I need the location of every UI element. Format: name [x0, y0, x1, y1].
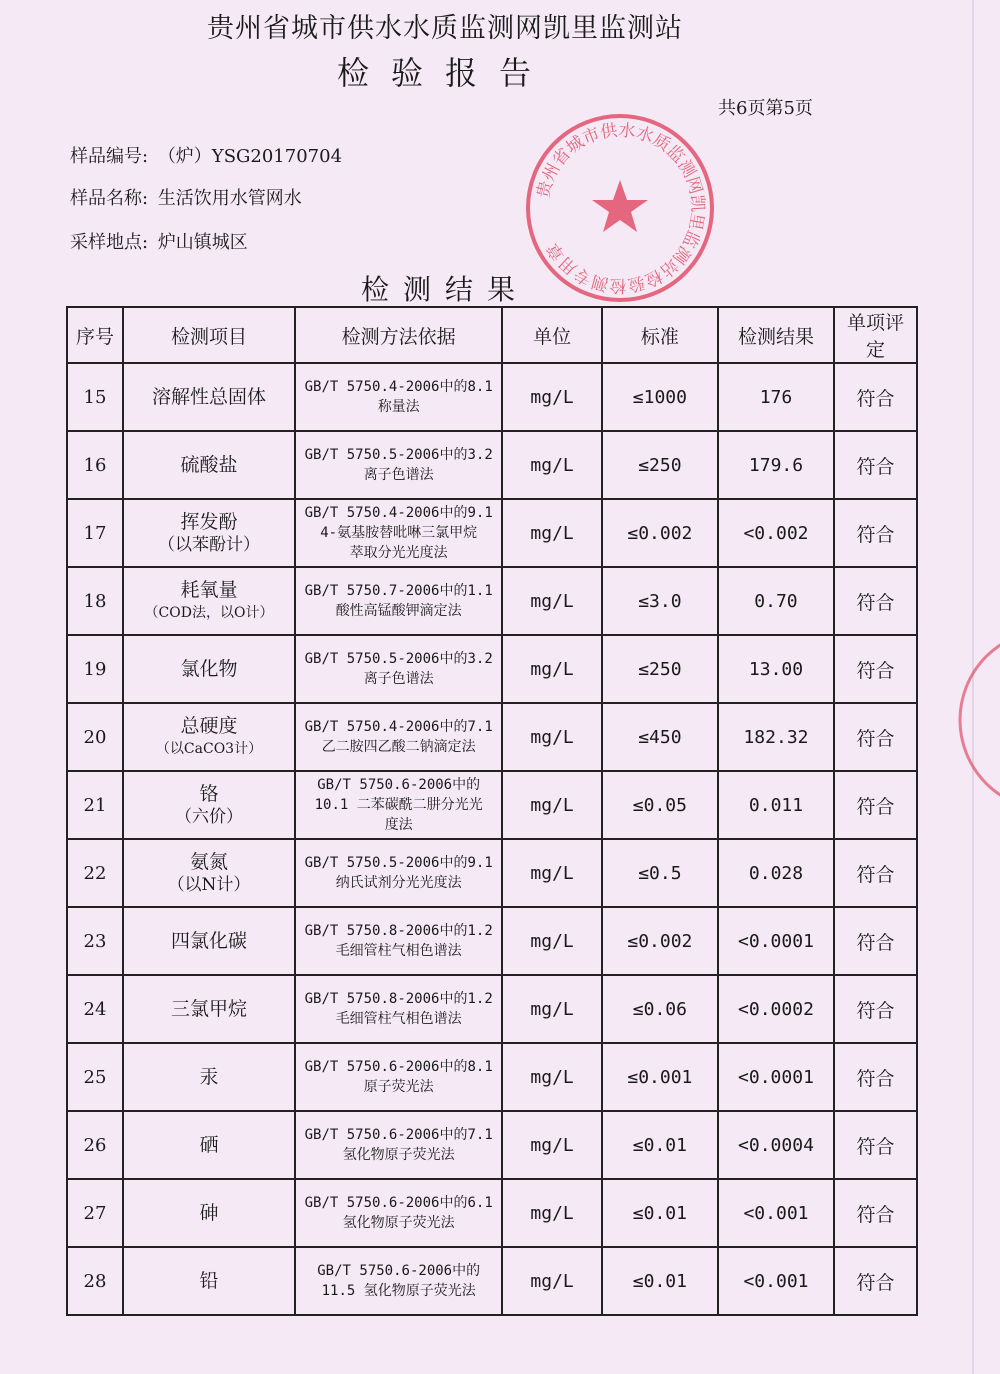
row-standard: ≤0.06	[602, 975, 718, 1043]
row-method-line: 酸性高锰酸钾滴定法	[335, 603, 462, 619]
results-body	[67, 363, 917, 1315]
row-method-line: 乙二胺四乙酸二钠滴定法	[321, 739, 476, 755]
seal-text: 贵州省城市供水水质监测网凯里监测站检验检测专用章	[533, 120, 708, 296]
row-no: 27	[67, 1179, 123, 1247]
row-item-name: 砷	[199, 1202, 219, 1224]
row-method	[295, 839, 502, 907]
row-item-name: 铅	[199, 1270, 219, 1292]
row-evaluation: 符合	[834, 499, 917, 567]
row-method	[295, 567, 502, 635]
row-evaluation: 符合	[834, 363, 917, 431]
row-method	[295, 975, 502, 1043]
row-item-name: 铬	[199, 783, 219, 805]
row-unit: mg/L	[502, 499, 602, 567]
row-item	[123, 975, 295, 1043]
row-evaluation: 符合	[834, 1111, 917, 1179]
row-method	[295, 1111, 502, 1179]
row-result: <0.0001	[718, 907, 834, 975]
row-no: 19	[67, 635, 123, 703]
row-no: 28	[67, 1247, 123, 1315]
row-no: 20	[67, 703, 123, 771]
results-title: 检测结果	[360, 273, 529, 306]
edge-seal-fragment	[955, 640, 1000, 800]
row-item	[123, 703, 295, 771]
row-method-line: 称量法	[377, 399, 420, 415]
sample-name-label: 样品名称:	[70, 188, 149, 209]
row-result: <0.001	[718, 1247, 834, 1315]
row-result: 13.00	[718, 635, 834, 703]
page-number: 共6页第5页	[718, 98, 813, 119]
row-standard: ≤0.002	[602, 499, 718, 567]
row-standard: ≤250	[602, 431, 718, 499]
row-item-name: 四氯化碳	[170, 930, 247, 952]
row-unit: mg/L	[502, 363, 602, 431]
row-unit: mg/L	[502, 907, 602, 975]
row-unit: mg/L	[502, 975, 602, 1043]
row-evaluation: 符合	[834, 703, 917, 771]
row-no: 23	[67, 907, 123, 975]
row-standard: ≤0.01	[602, 1179, 718, 1247]
row-method	[295, 1179, 502, 1247]
row-evaluation: 符合	[834, 907, 917, 975]
row-evaluation: 符合	[834, 635, 917, 703]
row-method-line: 10.1 二苯碳酰二肼分光光	[314, 797, 483, 813]
row-method	[295, 1043, 502, 1111]
row-method-line: GB/T 5750.6-2006中的8.1	[304, 1059, 493, 1075]
row-result: 0.70	[718, 567, 834, 635]
row-item-note: （六价）	[175, 807, 243, 827]
table-row	[67, 499, 917, 567]
table-row	[67, 907, 917, 975]
sample-code-value: （炉）YSG20170704	[157, 146, 343, 167]
row-item-name: 挥发酚	[180, 511, 238, 533]
row-method-line: GB/T 5750.6-2006中的	[317, 777, 481, 793]
row-item	[123, 1043, 295, 1111]
row-method-line: GB/T 5750.5-2006中的3.2	[304, 447, 493, 463]
row-item	[123, 499, 295, 567]
row-method-line: 度法	[384, 817, 413, 833]
row-unit: mg/L	[502, 839, 602, 907]
row-result: <0.0002	[718, 975, 834, 1043]
row-no: 22	[67, 839, 123, 907]
table-row	[67, 839, 917, 907]
row-item	[123, 1111, 295, 1179]
row-result: <0.001	[718, 1179, 834, 1247]
row-standard: ≤0.5	[602, 839, 718, 907]
header-method: 检测方法依据	[295, 307, 502, 363]
sample-name-value: 生活饮用水管网水	[157, 188, 302, 209]
row-method	[295, 771, 502, 839]
row-item-note: （以苯酚计）	[158, 535, 260, 555]
row-standard: ≤0.001	[602, 1043, 718, 1111]
sample-place-row	[70, 228, 248, 254]
row-item	[123, 363, 295, 431]
table-row	[67, 1179, 917, 1247]
row-item-name: 三氯甲烷	[170, 998, 247, 1020]
row-method	[295, 1247, 502, 1315]
row-item-name: 耗氧量	[180, 579, 238, 601]
row-method-line: 纳氏试剂分光光度法	[335, 875, 462, 891]
row-standard: ≤0.05	[602, 771, 718, 839]
row-method-line: 萃取分光光度法	[349, 545, 448, 561]
row-method-line: GB/T 5750.4-2006中的8.1	[304, 379, 493, 395]
row-no: 21	[67, 771, 123, 839]
row-result: 0.028	[718, 839, 834, 907]
row-method	[295, 363, 502, 431]
row-item-name: 氯化物	[180, 658, 238, 680]
row-method-line: 氢化物原子荧光法	[342, 1215, 455, 1231]
row-unit: mg/L	[502, 1247, 602, 1315]
row-item-name: 氨氮	[189, 851, 228, 873]
row-method	[295, 703, 502, 771]
row-unit: mg/L	[502, 1111, 602, 1179]
row-standard: ≤0.01	[602, 1247, 718, 1315]
row-unit: mg/L	[502, 703, 602, 771]
station-name: 贵州省城市供水水质监测网凯里监测站	[207, 13, 683, 44]
table-row	[67, 635, 917, 703]
header-item: 检测项目	[123, 307, 295, 363]
row-standard: ≤0.002	[602, 907, 718, 975]
table-row	[67, 567, 917, 635]
row-method-line: GB/T 5750.4-2006中的7.1	[304, 719, 493, 735]
row-method-line: GB/T 5750.5-2006中的9.1	[304, 855, 493, 871]
row-result: <0.0001	[718, 1043, 834, 1111]
row-method-line: 4-氨基胺替吡啉三氯甲烷	[320, 525, 478, 541]
row-method-line: 毛细管柱气相色谱法	[335, 943, 462, 959]
row-item	[123, 1247, 295, 1315]
table-row	[67, 1247, 917, 1315]
row-no: 17	[67, 499, 123, 567]
row-no: 25	[67, 1043, 123, 1111]
header-evaluation: 单项评定	[834, 307, 917, 363]
row-no: 16	[67, 431, 123, 499]
row-evaluation: 符合	[834, 567, 917, 635]
seal-star	[592, 180, 648, 232]
report-title: 检验报告	[336, 54, 553, 92]
row-no: 26	[67, 1111, 123, 1179]
row-result: <0.002	[718, 499, 834, 567]
row-item	[123, 567, 295, 635]
row-unit: mg/L	[502, 1179, 602, 1247]
table-row	[67, 1111, 917, 1179]
row-unit: mg/L	[502, 771, 602, 839]
row-item	[123, 431, 295, 499]
table-row	[67, 975, 917, 1043]
row-method	[295, 907, 502, 975]
row-result: 176	[718, 363, 834, 431]
row-result: 182.32	[718, 703, 834, 771]
row-method	[295, 431, 502, 499]
row-method-line: 11.5 氢化物原子荧光法	[321, 1283, 476, 1299]
table-row	[67, 1043, 917, 1111]
table-row	[67, 703, 917, 771]
row-method-line: GB/T 5750.7-2006中的1.1	[304, 583, 493, 599]
row-result: 0.011	[718, 771, 834, 839]
row-unit: mg/L	[502, 567, 602, 635]
sample-code-label: 样品编号:	[70, 146, 149, 167]
row-result: <0.0004	[718, 1111, 834, 1179]
row-method-line: 原子荧光法	[363, 1079, 434, 1095]
row-item	[123, 907, 295, 975]
row-no: 15	[67, 363, 123, 431]
row-evaluation: 符合	[834, 839, 917, 907]
row-standard: ≤250	[602, 635, 718, 703]
row-method-line: GB/T 5750.6-2006中的6.1	[304, 1195, 493, 1211]
row-unit: mg/L	[502, 635, 602, 703]
row-method-line: 离子色谱法	[363, 467, 434, 483]
sample-name-row	[70, 184, 302, 210]
header-unit: 单位	[502, 307, 602, 363]
row-method-line: GB/T 5750.6-2006中的	[317, 1263, 481, 1279]
row-method-line: GB/T 5750.6-2006中的7.1	[304, 1127, 493, 1143]
row-evaluation: 符合	[834, 1247, 917, 1315]
results-table	[66, 306, 918, 1316]
row-standard: ≤450	[602, 703, 718, 771]
header-no: 序号	[67, 307, 123, 363]
row-item	[123, 1179, 295, 1247]
row-method	[295, 499, 502, 567]
row-item	[123, 839, 295, 907]
row-item-name: 溶解性总固体	[151, 386, 266, 408]
row-standard: ≤3.0	[602, 567, 718, 635]
row-item	[123, 635, 295, 703]
row-evaluation: 符合	[834, 431, 917, 499]
sample-place-value: 炉山镇城区	[157, 232, 248, 253]
row-evaluation: 符合	[834, 771, 917, 839]
row-item-name: 硫酸盐	[180, 454, 238, 476]
row-standard: ≤1000	[602, 363, 718, 431]
row-item-note: （以N计）	[167, 875, 251, 895]
row-result: 179.6	[718, 431, 834, 499]
table-row	[67, 363, 917, 431]
table-row	[67, 771, 917, 839]
row-method-line: GB/T 5750.4-2006中的9.1	[304, 505, 493, 521]
row-no: 24	[67, 975, 123, 1043]
row-evaluation: 符合	[834, 1179, 917, 1247]
sample-place-label: 采样地点:	[70, 232, 149, 253]
row-method-line: 离子色谱法	[363, 671, 434, 687]
official-seal	[522, 110, 718, 306]
row-item-name: 汞	[199, 1066, 219, 1088]
table-header-row	[67, 307, 917, 363]
row-standard: ≤0.01	[602, 1111, 718, 1179]
row-unit: mg/L	[502, 431, 602, 499]
sample-code-row	[70, 142, 342, 168]
row-item-note: （以CaCO3计）	[155, 741, 263, 757]
header-result: 检测结果	[718, 307, 834, 363]
row-item-name: 硒	[199, 1134, 219, 1156]
row-evaluation: 符合	[834, 1043, 917, 1111]
row-method-line: GB/T 5750.5-2006中的3.2	[304, 651, 493, 667]
row-no: 18	[67, 567, 123, 635]
row-method	[295, 635, 502, 703]
header-standard: 标准	[602, 307, 718, 363]
row-method-line: GB/T 5750.8-2006中的1.2	[304, 991, 493, 1007]
table-row	[67, 431, 917, 499]
row-evaluation: 符合	[834, 975, 917, 1043]
row-item-note: （COD法，以O计）	[144, 605, 274, 621]
row-item	[123, 771, 295, 839]
row-method-line: 毛细管柱气相色谱法	[335, 1011, 462, 1027]
row-item-name: 总硬度	[180, 715, 238, 737]
row-unit: mg/L	[502, 1043, 602, 1111]
row-method-line: 氢化物原子荧光法	[342, 1147, 455, 1163]
row-method-line: GB/T 5750.8-2006中的1.2	[304, 923, 493, 939]
